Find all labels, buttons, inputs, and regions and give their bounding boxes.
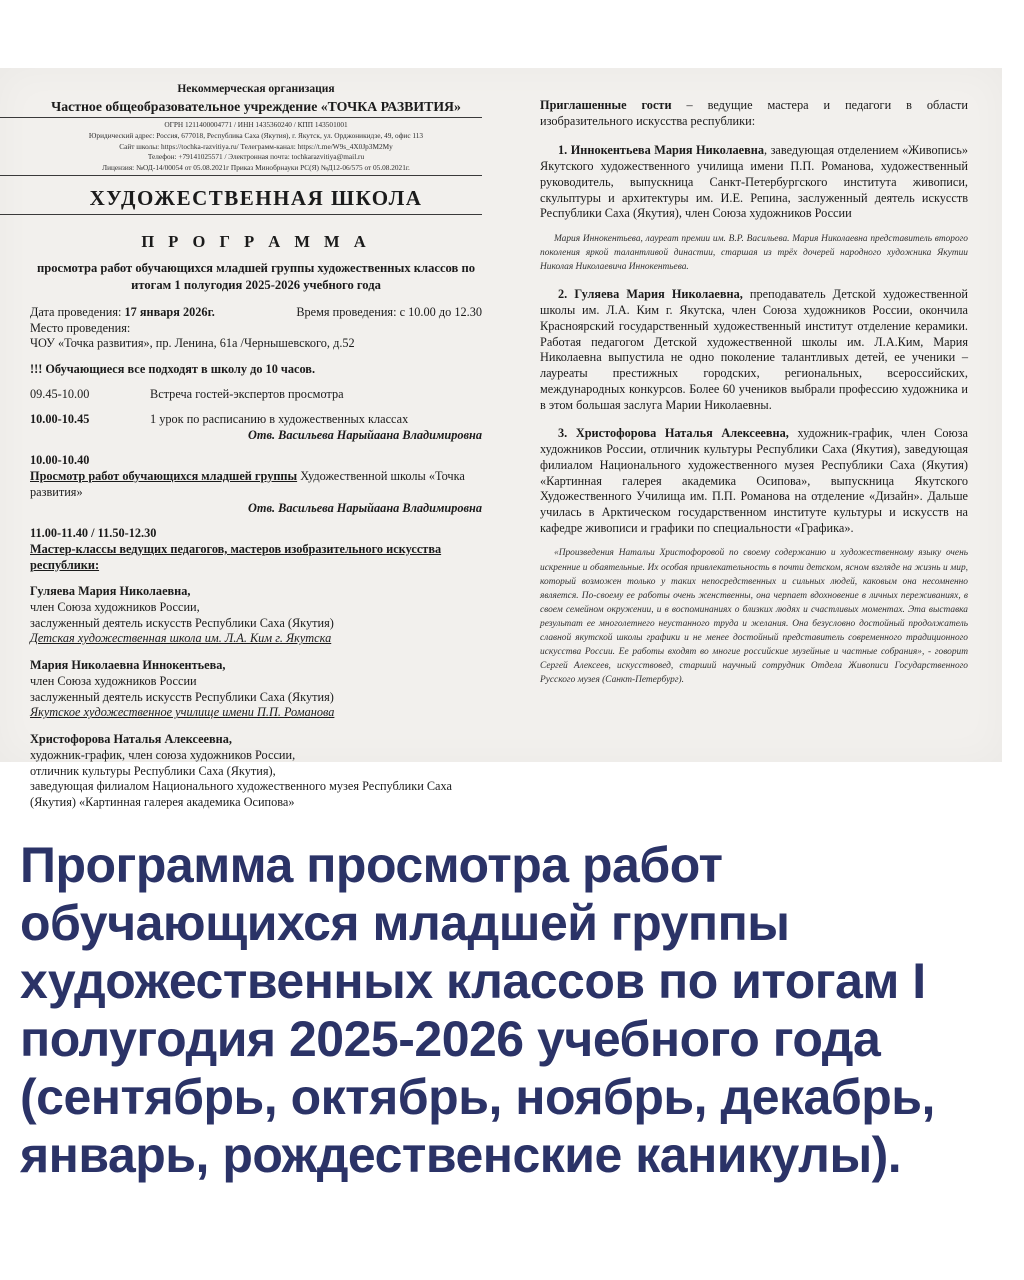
- master-line: член Союза художников России,: [30, 599, 200, 614]
- place-value: ЧОУ «Точка развития», пр. Ленина, 61а /Чернышевского, д.52: [30, 336, 355, 351]
- schedule-time: 10.00-10.45: [30, 411, 90, 426]
- review-title-underlined: Просмотр работ обучающихся младшей группы: [30, 468, 298, 483]
- guest-name: 3. Христофорова Наталья Алексеевна,: [558, 426, 789, 441]
- guests-intro-rest: – ведущие мастера и педагоги в области изобразительного искусства республики:: [540, 98, 968, 128]
- master-organization: Детская художественная школа им. Л.А. Ким г. Якутска: [30, 631, 332, 646]
- school-title: ХУДОЖЕСТВЕННАЯ ШКОЛА: [89, 186, 423, 211]
- org-details-line: Лицензия: №ОД-14/00054 от 05.08.2021г Приказ Минобрнауки РС(Я) №Д12-06/575 от 05.08.2021г.: [102, 162, 410, 172]
- responsible-person: Отв. Васильева Нарыйаана Владимировна: [248, 501, 482, 516]
- left-page: [30, 82, 482, 811]
- org-details-line: Сайт школы: https://tochka-razvitiya.ru/ Телеграмм-канал: https://t.me/W9s_4X0Jp3M2My: [119, 141, 393, 151]
- masterclass-time: 11.00-11.40 / 11.50-12.30: [30, 526, 157, 541]
- letterhead-rule-bottom: [0, 214, 482, 215]
- scanned-document: [0, 68, 1002, 810]
- org-type: Некоммерческая организация: [177, 83, 335, 95]
- guest-entry: [540, 143, 968, 222]
- review-title: [30, 469, 482, 500]
- guests-intro: [540, 98, 968, 129]
- date-label: Дата проведения:: [30, 304, 125, 319]
- org-details-line: Телефон: +79141025571 / Электронная почта: tochkarazvitiya@mail.ru: [147, 152, 365, 162]
- schedule-row: [30, 387, 482, 403]
- schedule-activity: Встреча гостей-экспертов просмотра: [150, 386, 344, 401]
- master-entry: [30, 732, 482, 811]
- master-name: Христофорова Наталья Алексеевна,: [30, 732, 232, 747]
- letterhead-rule-top: [0, 117, 482, 118]
- master-entry: [30, 658, 482, 721]
- caption-title: Программа просмотра работ обучающихся младшей группы художественных классов по итогам I полугодия 2025-2026 учебного года (сентябрь, октябрь, ноябрь, декабрь, январь, рождественские каникулы).: [20, 837, 935, 1183]
- guest-entry: [540, 426, 968, 536]
- masterclass-block: [30, 526, 482, 573]
- master-organization: Якутское художественное училище имени П.П. Романова: [30, 705, 335, 720]
- masterclass-title: Мастер-классы ведущих педагогов, мастеров изобразительного искусства республики:: [30, 541, 442, 572]
- guest-description: преподаватель Детской художественной школы им. Л.А. Ким г. Якутска, член Союза художников России, окончила Красноярский государственный художественный институт отделение керамики. Работая педагогом Детской художественной школы им. Л.А.Ким, Мария Николаевна выпустила не одно поколение талантливых детей, ее ученики – лауреаты престижных городских, региональных, всероссийских, международных конкурсов. Более 60 учеников выбрали профессию художника и в этом большая заслуга Марии Николаевны.: [540, 287, 968, 412]
- master-line: заведующая филиалом Национального художественного музея Республики Саха (Якутия) «Картинная галерея академика Осипова»: [30, 779, 452, 810]
- guest-description: , заведующая отделением «Живопись» Якутского художественного училища имени П.П. Романова, художественный руководитель, выпускница Санкт-Петербургского института живописи, скульптуры и архитектуры им. И.Е. Репина, заслуженный деятель искусств Республики Саха (Якутия), член Союза художников России: [540, 143, 968, 221]
- master-line: художник-график, член союза художников России,: [30, 747, 296, 762]
- master-line: заслуженный деятель искусств Республики Саха (Якутия): [30, 615, 334, 630]
- guest-entry: [540, 287, 968, 413]
- master-line: член Союза художников России: [30, 673, 197, 688]
- event-meta: [30, 305, 482, 352]
- review-title-rest: Художественной школы «Точка развития»: [30, 468, 465, 499]
- guest-note: Мария Иннокентьева, лауреат премии им. В.Р. Васильева. Мария Николаевна представитель второго поколения яркой талантливой династии, старшая из трёх дочерей народного художника Якутии Николая Николаевича Иннокентьева.: [540, 234, 968, 273]
- letterhead-rule-mid: [0, 175, 482, 176]
- master-line: отличник культуры Республики Саха (Якутия),: [30, 763, 276, 778]
- master-name: Гуляева Мария Николаевна,: [30, 584, 191, 599]
- right-page: [540, 98, 968, 688]
- master-entry: [30, 584, 482, 647]
- guest-name: 2. Гуляева Мария Николаевна,: [558, 287, 743, 302]
- org-details-line: ОГРН 1211400004771 / ИНН 1435360240 / КПП 143501001: [164, 120, 348, 130]
- program-title: П Р О Г Р А М М А: [141, 232, 371, 252]
- review-time: 10.00-10.40: [30, 453, 90, 468]
- date-value: 17 января 2026г.: [124, 304, 215, 319]
- guest-description: художник-график, член Союза художников России, отличник культуры Республики Саха (Якутия), заведующая филиалом Национального художественного музея Республики Саха (Якутия) «Картинная галерея академика Осипова», выпускница Якутского Художественного Училища им. П.П. Романова на отделение «Дизайн». Дальше училась в Арктическом государственном институте культуры и искусств на кафедре живописи и графики по специальности «Графика».: [540, 426, 968, 535]
- guests-intro-bold: Приглашенные гости: [540, 98, 672, 112]
- review-block: [30, 453, 482, 517]
- schedule-time: 09.45-10.00: [30, 386, 90, 401]
- schedule-activity-text: 1 урок по расписанию в художественных классах: [150, 411, 409, 426]
- date-time-row: [30, 305, 482, 321]
- org-name: Частное общеобразовательное учреждение «ТОЧКА РАЗВИТИЯ»: [51, 98, 461, 114]
- guest-name: 1. Иннокентьева Мария Николаевна: [558, 143, 764, 158]
- arrival-notice: !!! Обучающиеся все подходят в школу до 10 часов.: [30, 362, 316, 377]
- event-date: [30, 305, 215, 321]
- schedule: [30, 387, 482, 444]
- org-details-line: Юридический адрес: Россия, 677018, Республика Саха (Якутия), г. Якутск, ул. Орджоникидзе, 49, офис 113: [88, 130, 424, 140]
- schedule-activity: [150, 412, 482, 444]
- place-label: Место проведения:: [30, 320, 131, 335]
- guest-note: «Произведения Натальи Христофоровой по своему содержанию и художественному языку очень искренние и обаятельные. Их особая привлекательность в почти детском, ясном взгляде на жизнь и мир, который возможен только у таких непосредственных и сильных людей, каковым она несомненно является. По-своему ее работы очень женственны, она черпает вдохновение в личных переживаниях, в своем семейном окружении, и в воспоминаниях о близких людях и счастливых моментах. Эта выставка результат ее многолетнего неустанного труда и желания. Она безусловно достойный продолжатель славной якутской школы графики и не менее достойный представитель современного традиционного искусства России. Ее работы входят во многие российские музейные и частные собрания», - говорит Сергей Алексеев, искусствовед, старший научный сотрудник Отдела Живописи Государственного Русского музея (Санкт-Петербург).: [540, 548, 968, 686]
- master-line: заслуженный деятель искусств Республики Саха (Якутия): [30, 689, 334, 704]
- responsible-person: Отв. Васильева Нарыйаана Владимировна: [248, 428, 482, 443]
- program-subtitle: просмотра работ обучающихся младшей группы художественных классов по итогам 1 полугодия 2025-2026 учебного года: [36, 261, 476, 292]
- org-details: [30, 120, 482, 173]
- master-name: Мария Николаевна Иннокентьева,: [30, 658, 226, 673]
- event-time: Время проведения: с 10.00 до 12.30: [296, 304, 482, 319]
- schedule-row: [30, 412, 482, 444]
